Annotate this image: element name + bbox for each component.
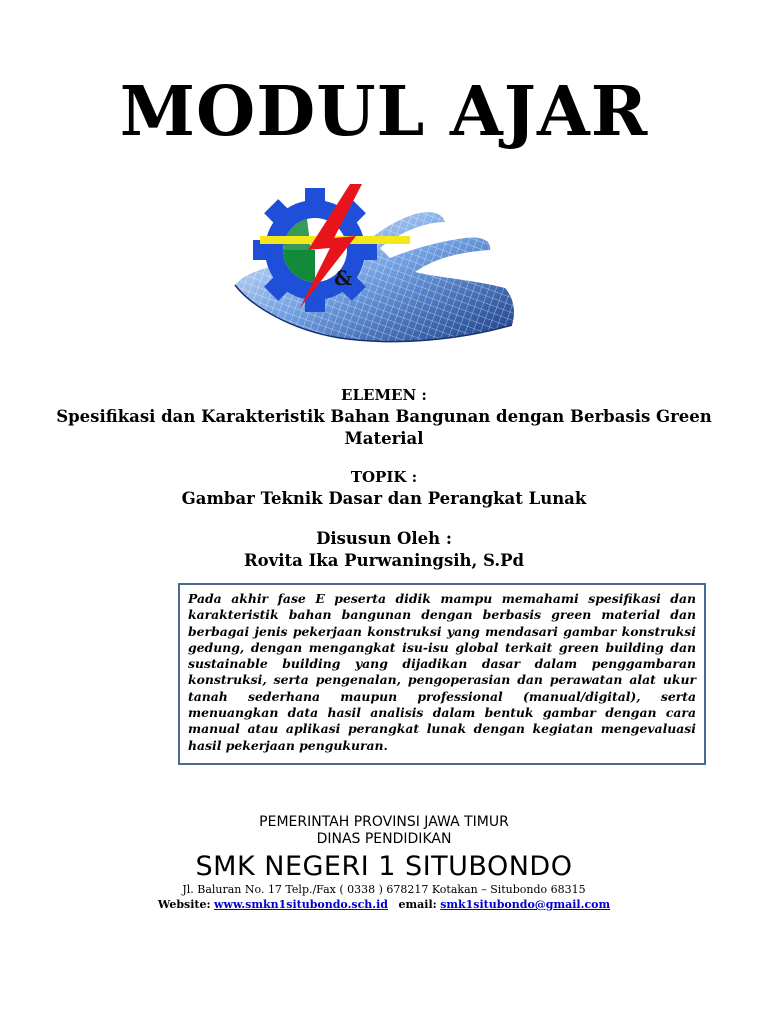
elemen-label: ELEMEN :: [341, 386, 427, 404]
email-link[interactable]: smk1situbondo@gmail.com: [440, 898, 611, 911]
logo-graphic: [230, 180, 520, 350]
topik-value: Gambar Teknik Dasar dan Perangkat Lunak: [181, 489, 587, 508]
topik-label: TOPIK :: [350, 468, 418, 486]
email-label: email:: [398, 898, 437, 911]
school-contact: [0, 882, 768, 912]
topik-section: [0, 466, 768, 510]
author-name: Rovita Ika Purwaningsih, S.Pd: [243, 551, 525, 570]
author-section: [0, 528, 768, 572]
contact-links: [0, 897, 768, 912]
learning-objective-text: Pada akhir fase E peserta didik mampu memahami spesifikasi dan karakteristik bahan bangunan dengan berbasis green material dan berbagai jenis pekerjaan konstruksi yang mendasari gambar konstruksi gedung, dengan mengangkat isu-isu global terkait green building dan sustainable building yang dijadikan dasar dalam penggambaran konstruksi, serta pengenalan, pengoperasian dan perawatan alat ukur tanah sederhana maupun professional (manual/digital), serta menuangkan data hasil analisis dalam bentuk gambar dengan cara manual atau aplikasi perangkat lunak dengan kegiatan mengevaluasi hasil pekerjaan pengukuran.: [188, 591, 696, 753]
website-link[interactable]: www.smkn1situbondo.sch.id: [214, 898, 388, 911]
elemen-section: [0, 384, 768, 450]
government-heading: [0, 814, 768, 848]
learning-objective-box: [178, 583, 706, 765]
province-line: PEMERINTAH PROVINSI JAWA TIMUR: [259, 814, 509, 830]
gear-icon: [253, 188, 377, 312]
school-address: Jl. Baluran No. 17 Telp./Fax ( 0338 ) 678217 Kotakan – Situbondo 68315: [182, 883, 586, 896]
department-line: DINAS PENDIDIKAN: [316, 831, 452, 847]
website-label: Website:: [157, 898, 211, 911]
elemen-value-line2: Material: [344, 429, 424, 448]
document-title: MODUL AJAR: [119, 72, 649, 152]
ampersand-mark: &: [334, 266, 353, 290]
elemen-value-line1: Spesifikasi dan Karakteristik Bahan Bangunan dengan Berbasis Green: [56, 407, 712, 426]
school-logo: [230, 180, 520, 350]
author-label: Disusun Oleh :: [316, 529, 452, 548]
school-name: SMK NEGERI 1 SITUBONDO: [195, 851, 573, 882]
